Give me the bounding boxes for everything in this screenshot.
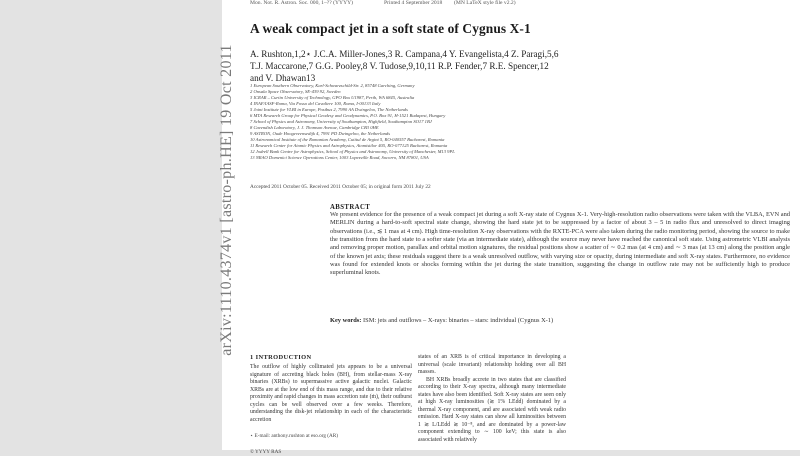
affiliation: 13 NRAO Domenici Science Operations Center, 1003 Lopezville Road, Socorro, NM 87801, USA (250, 155, 429, 160)
author-line: T.J. Maccarone,7 G.G. Pooley,8 V. Tudose,9,10,11 R.P. Fender,7 R.E. Spencer,12 (250, 61, 549, 71)
intro-paragraph: BH XRBs broadly accrete in two states that are classified according to their X-ray spectra, although many intermediate states have also been identified. Soft X-ray states are seen only at high X-ray luminosities (≳ 1% LEdd) dominated by a thermal X-ray component, and are associated with weak radio emission. Hard X-ray states can show all luminosities between 1 ≳ L/LEdd ≳ 10⁻⁸, and are dominated by a power-law component extending to ∼ 100 keV; this state is also associated with relatively (418, 376, 566, 444)
affiliation: 4 INAF/IASF-Roma, Via Fosso del Cavaliere 100, Roma, I-00133 Italy (250, 101, 381, 106)
affiliation: 3 ICRAR – Curtin University of Technology, GPO Box U1987, Perth, WA 6845, Australia (250, 95, 415, 100)
style-file-note: (MN LaTeX style file v2.2) (454, 0, 516, 6)
author-line: and V. Dhawan13 (250, 73, 316, 83)
affiliation: 5 Joint Institute for VLBI in Europe, Postbus 2, 7990 AA Dwingeloo, The Netherlands (250, 107, 408, 112)
intro-left-column (250, 364, 412, 456)
intro-paragraph: The outflow of highly collimated jets appears to be a universal signature of accreting black holes (BH), from stellar-mass X-ray binaries (XRBs) to supermassive active galactic nuclei. Galactic XRBs are at the low end of this mass range, and due to their relative proximity and rapid changes in mass accretion rate (ṁ), their outburst cycles can be well observed over a few weeks. Therefore, understanding the disk-jet relationship in each of the characteristic accretion (250, 364, 412, 423)
affiliation: 9 ASTRON, Oude Hoogeveensedijk 4, 7991 PD Dwingeloo, the Netherlands (250, 131, 391, 136)
section-heading: 1 INTRODUCTION (250, 354, 312, 361)
paper-page (222, 0, 800, 455)
affiliation: 8 Cavendish Laboratory, J. J. Thomson Avenue, Cambridge CB3 0HE (250, 125, 379, 130)
affiliation: 12 Jodrell Bank Centre for Astrophysics, School of Physics and Astronomy, University of Manchester, M13 9PL (250, 149, 455, 154)
submission-dates: Accepted 2011 October 05. Received 2011 October 05; in original form 2011 July 22 (250, 184, 431, 190)
intro-paragraph: states of an XRB is of critical importance in developing a universal (scale invariant) relationship holding over all BH masses. (418, 354, 566, 376)
journal-header: Mon. Not. R. Astron. Soc. 000, 1–?? (YYYY) (250, 0, 354, 6)
paper-title: A weak compact jet in a soft state of Cygnus X-1 (250, 21, 531, 36)
affiliation: 6 MTA Research Group for Physical Geodesy and Geodynamics, P.O. Box 91, H-1521 Budapest, Hungary (250, 113, 446, 118)
abstract-heading: ABSTRACT (330, 204, 371, 211)
keywords-list: ISM: jets and outflows – X-rays: binaries – stars: individual (Cygnus X-1) (363, 317, 554, 324)
affiliation: 11 Research Center for Atomic Physics and Astrophysics, Atomistilor 405, RO-077125 Bucharest, Romania (250, 143, 448, 148)
printed-date: Printed 4 September 2018 (384, 0, 443, 6)
abstract-text: We present evidence for the presence of a weak compact jet during a soft X-ray state of Cygnus X-1. Very-high-resolution radio observations were taken with the VLBA, EVN and MERLIN during a hard-to-soft spectral state change, showing the hard state jet to be suppressed by a factor of about 3 – 5 in radio flux and unresolved to direct imaging observations (i.e., ≲ 1 mas at 4 cm). High time-resolution X-ray observations with the RXTE-PCA were also taken during the radio monitoring period, showing the source to make the transition from the hard state to a softer state (via an intermediate state), although the source may never have reached the canonical soft state. Using astrometric VLBI analysis and removing proper motion, parallax and orbital motion signatures, the residual positions show a scatter of ∼ 0.2 mas (at 4 cm) and ∼ 3 mas (at 13 cm) along the position angle of the known jet axis; these residuals suggest there is a weak unresolved outflow, with varying size or opacity, during intermediate and soft X-ray states. Furthermore, no evidence was found for extended knots or shocks forming within the jet during the state transition, suggesting the change in outflow rate may not be sufficiently high to produce superluminal knots. (330, 211, 790, 277)
footnote: ⋆ E-mail: anthony.rushton at eso.org (AR) (250, 433, 338, 440)
affiliation: 2 Onsala Space Observatory, SE-439 92, Sweden (250, 89, 341, 94)
affiliation: 10 Astronomical Institute of the Romanian Academy, Cutitul de Argint 5, RO-040557 Bucharest, Romania (250, 137, 445, 142)
intro-right-column (418, 354, 566, 445)
arxiv-stamp: arXiv:1110.4374v1 [astro-ph.HE] 19 Oct 2011 (218, 44, 235, 356)
affiliation: 1 European Southern Observatory, Karl-Schwarzschild-Str. 2, 85748 Garching, Germany (250, 83, 415, 88)
author-line: A. Rushton,1,2⋆ J.C.A. Miller-Jones,3 R. Campana,4 Y. Evangelista,4 Z. Paragi,5,6 (250, 49, 559, 59)
copyright: © YYYY RAS (250, 448, 282, 455)
keywords-label: Key words: (330, 317, 362, 324)
keywords (330, 317, 790, 325)
affiliation: 7 School of Physics and Astronomy, University of Southampton, Highfield, Southampton SO17 1BJ (250, 119, 432, 124)
